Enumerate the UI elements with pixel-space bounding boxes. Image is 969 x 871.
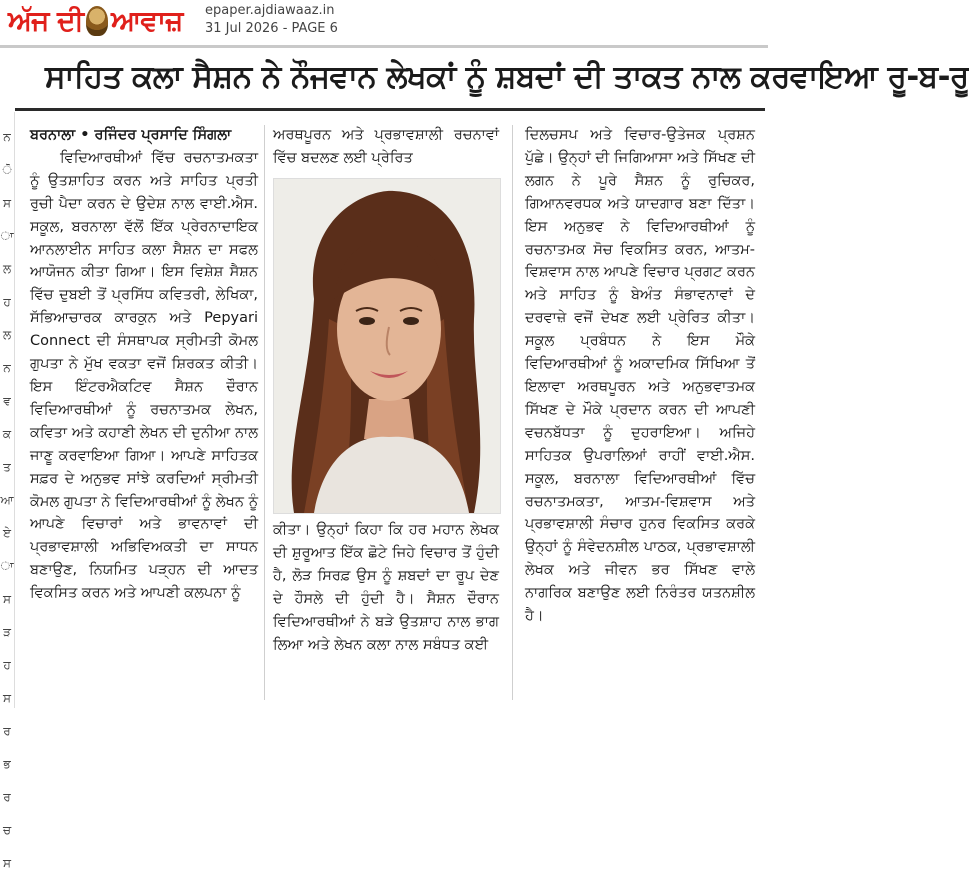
left-strip-char: ਾ <box>0 229 14 243</box>
date-page: 31 Jul 2026 - PAGE 6 <box>205 21 338 36</box>
left-strip-char: ਾ <box>0 559 14 573</box>
newspaper-logo[interactable] <box>8 2 182 40</box>
left-strip-char: ਆ <box>0 493 14 507</box>
article-headline: ਸਾਹਿਤ ਕਲਾ ਸੈਸ਼ਨ ਨੇ ਨੌਜਵਾਨ ਲੇਖਕਾਂ ਨੂੰ ਸ਼ਬਦਾਂ ਦੀ ਤਾਕਤ ਨਾਲ ਕਰਵਾਇਆ ਰੂ-ਬ-ਰੂ <box>45 59 969 95</box>
left-strip-char: ੜ <box>3 625 11 639</box>
left-strip-char: ਲ <box>2 262 12 276</box>
left-strip-char: ਵ <box>3 394 11 408</box>
portrait-illustration <box>274 179 500 513</box>
left-strip-char: ਭ <box>3 757 11 771</box>
byline: ਬਰਨਾਲਾ • ਰਜਿੰਦਰ ਪ੍ਰਸਾਦਿ ਸਿੰਗਲਾ <box>30 127 232 143</box>
left-strip-char: ਕ <box>2 427 12 441</box>
top-rule <box>0 45 768 48</box>
emblem-icon <box>86 6 108 36</box>
article-column-3 <box>525 124 755 628</box>
column-divider <box>264 125 265 700</box>
logo-text-right: ਆਵਾਜ਼ <box>111 4 183 37</box>
article-column-2-top <box>273 124 499 170</box>
headline-block <box>15 56 969 111</box>
logo-text-left: ਅੱਜ ਦੀ <box>8 4 84 37</box>
left-strip-char: ਸ <box>3 196 11 210</box>
left-strip-char: ਰ <box>3 724 11 738</box>
left-strip-char: ਸ <box>3 592 11 606</box>
left-strip-char: ਸ <box>3 856 11 870</box>
left-strip-char: ਹ <box>3 658 11 672</box>
left-strip-char: ੋ <box>2 163 12 177</box>
left-strip-char: ਰ <box>3 790 11 804</box>
left-strip-char: ਤ <box>3 460 11 474</box>
article-column-1 <box>30 124 258 605</box>
article-column-2-bottom <box>273 519 499 656</box>
left-strip-char: ਲ <box>2 328 12 342</box>
column-2-top-text: ਅਰਥਪੂਰਨ ਅਤੇ ਪ੍ਰਭਾਵਸ਼ਾਲੀ ਰਚਨਾਵਾਂ ਵਿੱਚ ਬਦਲਣ ਲਈ ਪ੍ਰੇਰਿਤ <box>273 127 499 166</box>
left-strip-char: ਹ <box>3 295 11 309</box>
site-url[interactable]: epaper.ajdiawaaz.in <box>205 3 335 18</box>
speaker-photo <box>273 178 501 514</box>
column-divider <box>512 125 513 700</box>
column-1-text: ਵਿਦਿਆਰਥੀਆਂ ਵਿੱਚ ਰਚਨਾਤਮਕਤਾ ਨੂੰ ਉਤਸ਼ਾਹਿਤ ਕਰਨ ਅਤੇ ਸਾਹਿਤ ਪ੍ਰਤੀ ਰੁਚੀ ਪੈਦਾ ਕਰਨ ਦੇ ਉਦੇਸ਼ ਨਾਲ ਵਾਈ.ਐਸ. ਸਕੂਲ, ਬਰਨਾਲਾ ਵੱਲੋਂ ਇੱਕ ਪ੍ਰੇਰਨਾਦਾਇਕ ਆਨਲਾਈਨ ਸਾਹਿਤ ਕਲਾ ਸੈਸ਼ਨ ਦਾ ਸਫਲ ਆਯੋਜਨ ਕੀਤਾ ਗਿਆ। ਇਸ ਵਿਸ਼ੇਸ਼ ਸੈਸ਼ਨ ਵਿੱਚ ਦੁਬਈ ਤੋਂ ਪ੍ਰਸਿੱਧ ਕਵਿਤਰੀ, ਲੇਖਿਕਾ, ਸੱਭਿਆਚਾਰਕ ਕਾਰਕੁਨ ਅਤੇ Pepyari Connect ਦੀ ਸੰਸਥਾਪਕ ਸ੍ਰੀਮਤੀ ਕੋਮਲ ਗੁਪਤਾ ਨੇ ਮੁੱਖ ਵਕਤਾ ਵਜੋਂ ਸ਼ਿਰਕਤ ਕੀਤੀ। ਇਸ ਇੰਟਰਐਕਟਿਵ ਸੈਸ਼ਨ ਦੌਰਾਨ ਵਿਦਿਆਰਥੀਆਂ ਨੂੰ ਰਚਨਾਤਮਕ ਲੇਖਨ, ਕਵਿਤਾ ਅਤੇ ਕਹਾਣੀ ਲੇਖਨ ਦੀ ਦੁਨੀਆ ਨਾਲ ਜਾਣੂ ਕਰਵਾਇਆ ਗਿਆ। ਆਪਣੇ ਸਾਹਿਤਕ ਸਫ਼ਰ ਦੇ ਅਨੁਭਵ ਸਾਂਝੇ ਕਰਦਿਆਂ ਸ੍ਰੀਮਤੀ ਕੋਮਲ ਗੁਪਤਾ ਨੇ ਵਿਦਿਆਰਥੀਆਂ ਨੂੰ ਲੇਖਨ ਨੂੰ ਆਪਣੇ ਵਿਚਾਰਾਂ ਅਤੇ ਭਾਵਨਾਵਾਂ ਦੀ ਪ੍ਰਭਾਵਸ਼ਾਲੀ ਅਭਿਵਿਅਕਤੀ ਦਾ ਸਾਧਨ ਬਣਾਉਣ, ਨਿਯਮਿਤ ਪੜ੍ਹਨ ਦੀ ਆਦਤ ਵਿਕਸਿਤ ਕਰਨ ਅਤੇ ਆਪਣੀ ਕਲਪਨਾ ਨੂੰ <box>30 149 258 602</box>
column-3-text: ਦਿਲਚਸਪ ਅਤੇ ਵਿਚਾਰ-ਉਤੇਜਕ ਪ੍ਰਸ਼ਨ ਪੁੱਛੇ। ਉਨ੍ਹਾਂ ਦੀ ਜਿਗਿਆਸਾ ਅਤੇ ਸਿੱਖਣ ਦੀ ਲਗਨ ਨੇ ਪੂਰੇ ਸੈਸ਼ਨ ਨੂੰ ਰੁਚਿਕਰ, ਗਿਆਨਵਰਧਕ ਅਤੇ ਯਾਦਗਾਰ ਬਣਾ ਦਿੱਤਾ। ਇਸ ਅਨੁਭਵ ਨੇ ਵਿਦਿਆਰਥੀਆਂ ਨੂੰ ਰਚਨਾਤਮਕ ਸੋਚ ਵਿਕਸਿਤ ਕਰਨ, ਆਤਮ-ਵਿਸ਼ਵਾਸ ਨਾਲ ਆਪਣੇ ਵਿਚਾਰ ਪ੍ਰਗਟ ਕਰਨ ਅਤੇ ਸਾਹਿਤ ਨੂੰ ਬੇਅੰਤ ਸੰਭਾਵਨਾਵਾਂ ਦੇ ਦਰਵਾਜ਼ੇ ਵਜੋਂ ਦੇਖਣ ਲਈ ਪ੍ਰੇਰਿਤ ਕੀਤਾ। ਸਕੂਲ ਪ੍ਰਬੰਧਨ ਨੇ ਇਸ ਮੌਕੇ ਵਿਦਿਆਰਥੀਆਂ ਨੂੰ ਅਕਾਦਮਿਕ ਸਿੱਖਿਆ ਤੋਂ ਇਲਾਵਾ ਅਰਥਪੂਰਨ ਅਤੇ ਅਨੁਭਵਾਤਮਕ ਸਿੱਖਣ ਦੇ ਮੌਕੇ ਪ੍ਰਦਾਨ ਕਰਨ ਦੀ ਆਪਣੀ ਵਚਨਬੱਧਤਾ ਨੂੰ ਦੁਹਰਾਇਆ। ਅਜਿਹੇ ਸਾਹਿਤਕ ਉਪਰਾਲਿਆਂ ਰਾਹੀਂ ਵਾਈ.ਐਸ. ਸਕੂਲ, ਬਰਨਾਲਾ ਵਿਦਿਆਰਥੀਆਂ ਵਿੱਚ ਰਚਨਾਤਮਕਤਾ, ਆਤਮ-ਵਿਸ਼ਵਾਸ ਅਤੇ ਪ੍ਰਭਾਵਸ਼ਾਲੀ ਸੰਚਾਰ ਹੁਨਰ ਵਿਕਸਿਤ ਕਰਕੇ ਉਨ੍ਹਾਂ ਨੂੰ ਸੰਵੇਦਨਸ਼ੀਲ ਪਾਠਕ, ਪ੍ਰਭਾਵਸ਼ਾਲੀ ਲੇਖਕ ਅਤੇ ਜੀਵਨ ਭਰ ਸਿੱਖਣ ਵਾਲੇ ਨਾਗਰਿਕ ਬਣਾਉਣ ਲਈ ਨਿਰੰਤਰ ਯਤਨਸ਼ੀਲ ਹੈ। <box>525 127 755 625</box>
left-strip-char: ਏ <box>3 526 11 540</box>
left-strip-char: ਚ <box>2 823 12 837</box>
column-2-bottom-text: ਕੀਤਾ। ਉਨ੍ਹਾਂ ਕਿਹਾ ਕਿ ਹਰ ਮਹਾਨ ਲੇਖਕ ਦੀ ਸ਼ੁਰੂਆਤ ਇੱਕ ਛੋਟੇ ਜਿਹੇ ਵਿਚਾਰ ਤੋਂ ਹੁੰਦੀ ਹੈ, ਲੋੜ ਸਿਰਫ਼ ਉਸ ਨੂੰ ਸ਼ਬਦਾਂ ਦਾ ਰੂਪ ਦੇਣ ਦੇ ਹੌਸਲੇ ਦੀ ਹੁੰਦੀ ਹੈ। ਸੈਸ਼ਨ ਦੌਰਾਨ ਵਿਦਿਆਰਥੀਆਂ ਨੇ ਬੜੇ ਉਤਸ਼ਾਹ ਨਾਲ ਭਾਗ ਲਿਆ ਅਤੇ ਲੇਖਨ ਕਲਾ ਨਾਲ ਸਬੰਧਤ ਕਈ <box>273 522 499 653</box>
left-strip-char: ਸ <box>3 691 11 705</box>
left-strip-char: ਨ <box>3 130 11 144</box>
left-edge-strip <box>0 112 15 870</box>
masthead <box>0 0 768 44</box>
left-strip-char: ਨ <box>3 361 11 375</box>
